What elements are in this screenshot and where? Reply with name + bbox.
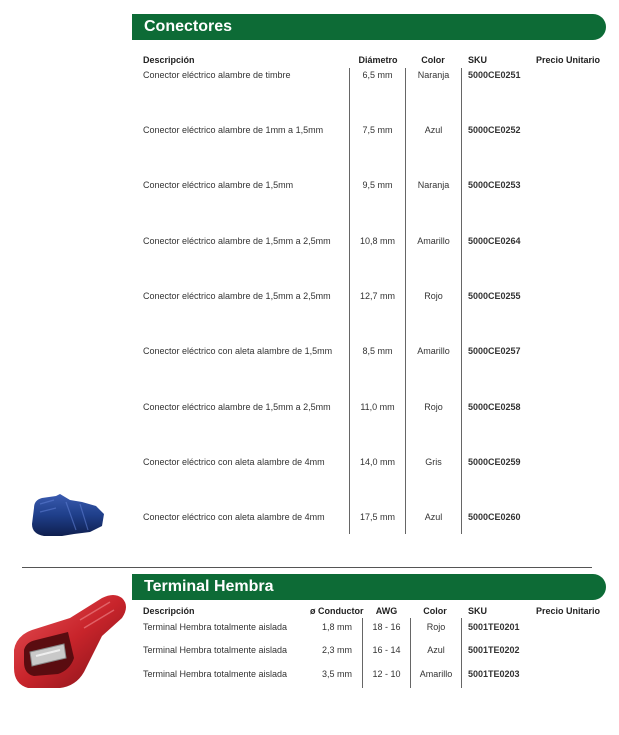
row-descripcion: Conector eléctrico con aleta alambre de 4mm (143, 512, 325, 522)
row-diametro: 9,5 mm (362, 180, 393, 190)
section-divider (22, 567, 592, 568)
row-diametro: 14,0 mm (359, 457, 395, 467)
row-descripcion: Terminal Hembra totalmente aislada (143, 622, 288, 632)
row-descripcion: Conector eléctrico alambre de 1,5mm a 2,5mm (143, 402, 331, 412)
row-color: Rojo (424, 402, 443, 412)
column-divider (461, 68, 462, 534)
row-color: Azul (427, 645, 445, 655)
row-color: Amarillo (417, 236, 450, 246)
row-diametro: 6,5 mm (362, 70, 393, 80)
row-conductor: 2,3 mm (321, 645, 352, 655)
row-descripcion: Conector eléctrico con aleta alambre de 4mm (143, 457, 325, 467)
row-diametro: 17,5 mm (359, 512, 395, 522)
row-sku: 5000CE0264 (468, 236, 521, 246)
terminal-hembra-image (10, 588, 135, 698)
column-divider (461, 618, 462, 688)
row-diametro: 8,5 mm (362, 346, 393, 356)
row-diametro: 7,5 mm (362, 125, 393, 135)
row-descripcion: Conector eléctrico alambre de timbre (143, 70, 291, 80)
terminal-title: Terminal Hembra (132, 574, 606, 600)
row-color: Amarillo (419, 669, 453, 679)
row-color: Naranja (417, 180, 450, 190)
row-descripcion: Conector eléctrico alambre de 1mm a 1,5mm (143, 125, 324, 135)
row-sku: 5000CE0259 (468, 457, 521, 467)
row-sku: 5001TE0202 (468, 645, 520, 655)
header-color: Color (421, 55, 445, 65)
row-sku: 5000CE0260 (468, 512, 521, 522)
row-descripcion: Conector eléctrico con aleta alambre de 1,5mm (143, 346, 333, 356)
row-sku: 5000CE0258 (468, 402, 521, 412)
row-descripcion: Terminal Hembra totalmente aislada (143, 669, 288, 679)
row-color: Naranja (417, 70, 450, 80)
wire-connector-image (26, 490, 112, 540)
header-precio: Precio Unitario (536, 606, 601, 616)
header-descripcion: Descripción (143, 55, 195, 65)
header-conductor: ø Conductor (310, 606, 364, 616)
header-sku: SKU (468, 55, 488, 65)
row-color: Rojo (426, 622, 446, 632)
row-sku: 5000CE0255 (468, 291, 521, 301)
row-awg: 16 - 14 (372, 645, 401, 655)
row-diametro: 11,0 mm (360, 402, 395, 412)
row-conductor: 1,8 mm (321, 622, 352, 632)
row-diametro: 12,7 mm (359, 291, 395, 301)
row-sku: 5000CE0257 (468, 346, 521, 356)
row-diametro: 10,8 mm (359, 236, 395, 246)
row-color: Amarillo (417, 346, 450, 356)
row-color: Gris (425, 457, 442, 467)
row-descripcion: Conector eléctrico alambre de 1,5mm (143, 180, 294, 190)
row-sku: 5000CE0251 (468, 70, 521, 80)
row-color: Azul (424, 125, 443, 135)
row-sku: 5000CE0252 (468, 125, 521, 135)
conectores-title: Conectores (132, 14, 606, 40)
row-descripcion: Conector eléctrico alambre de 1,5mm a 2,5mm (143, 291, 331, 301)
header-awg: AWG (375, 606, 398, 616)
row-sku: 5001TE0203 (468, 669, 520, 679)
row-color: Azul (424, 512, 443, 522)
header-precio: Precio Unitario (536, 55, 601, 65)
row-color: Rojo (424, 291, 443, 301)
header-descripcion: Descripción (143, 606, 195, 616)
row-awg: 18 - 16 (372, 622, 401, 632)
header-color: Color (423, 606, 447, 616)
row-descripcion: Conector eléctrico alambre de 1,5mm a 2,5mm (143, 236, 331, 246)
header-diametro: Diámetro (358, 55, 398, 65)
row-sku: 5001TE0201 (468, 622, 520, 632)
row-sku: 5000CE0253 (468, 180, 521, 190)
row-conductor: 3,5 mm (321, 669, 352, 679)
header-sku: SKU (468, 606, 488, 616)
row-descripcion: Terminal Hembra totalmente aislada (143, 645, 288, 655)
row-awg: 12 - 10 (372, 669, 401, 679)
